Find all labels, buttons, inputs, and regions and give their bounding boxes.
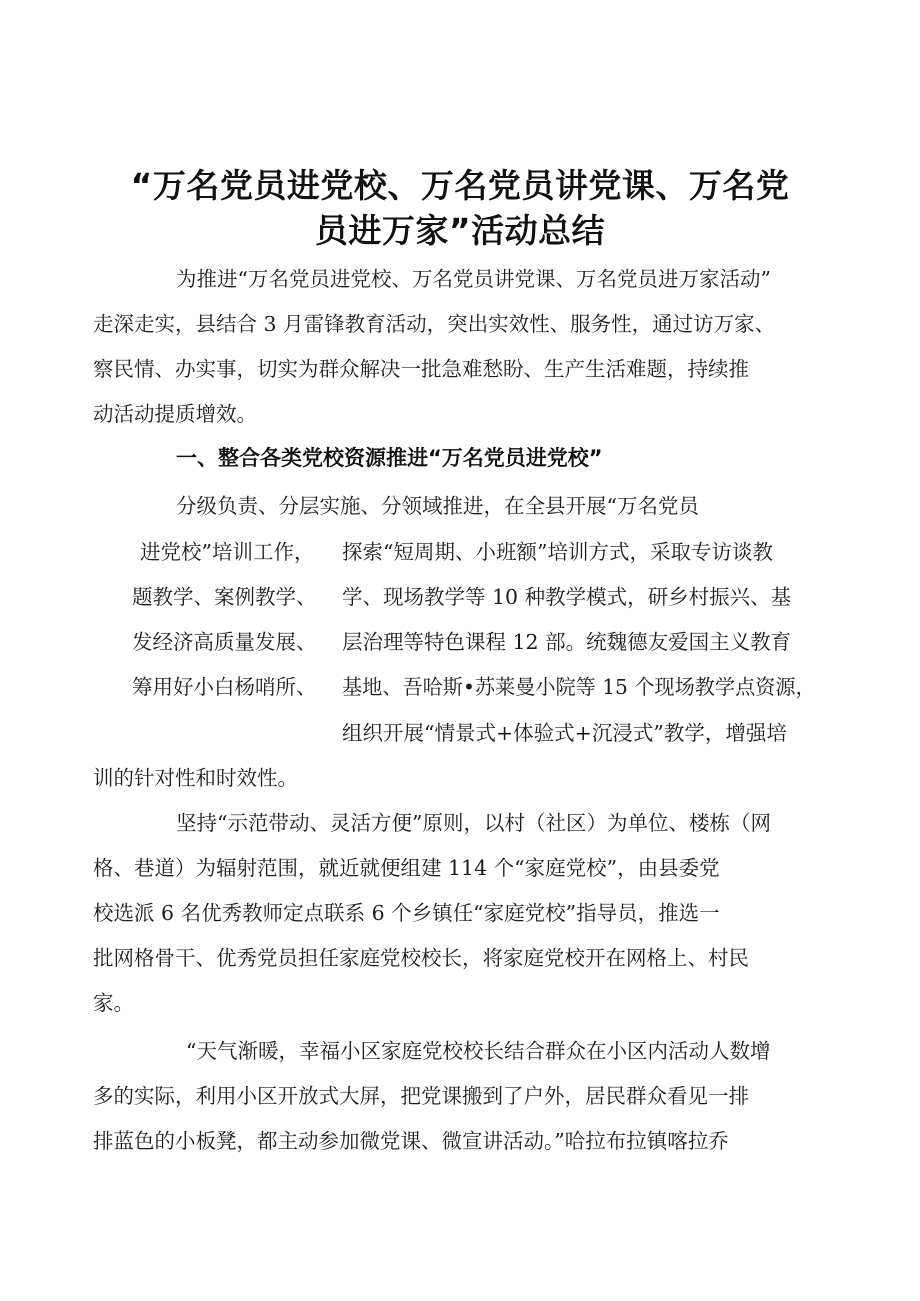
document-title-line-2: 员进万家”活动总结 (314, 211, 606, 250)
paragraph-4-line: “天气渐暖，幸福小区家庭党校校长结合群众在小区内活动人数增 (186, 1039, 771, 1063)
paragraph-2-line: 训的针对性和时效性。 (93, 766, 298, 790)
document-title-line-1: “万名党员进党校、万名党员讲党课、万名党 (130, 166, 790, 205)
paragraph-3-line: 格、巷道）为辐射范围，就近就便组建 114 个“家庭党校”，由县委党 (93, 856, 720, 880)
section-heading-1: 一、整合各类党校资源推进“万名党员进党校” (176, 446, 603, 470)
paragraph-2-right-line: 组织开展“情景式+体验式+沉浸式”教学，增强培 (342, 721, 787, 745)
paragraph-4-line: 多的实际，利用小区开放式大屏，把党课搬到了户外，居民群众看见一排 (93, 1084, 749, 1108)
paragraph-2-left-fragment: 进党校”培训工作， (140, 540, 315, 564)
paragraph-2-right-line: 基地、吾哈斯•苏莱曼小院等 15 个现场教学点资源， (342, 675, 816, 699)
paragraph-2-left-fragment: 筹用好小白杨哨所、 (132, 675, 317, 699)
paragraph-2-right-line: 层治理等特色课程 12 部。统魏德友爱国主义教育 (342, 630, 792, 654)
paragraph-2-right-line: 探索“短周期、小班额”培训方式，采取专访谈教 (342, 540, 773, 564)
paragraph-3-line: 批网格骨干、优秀党员担任家庭党校校长，将家庭党校开在网格上、村民 (93, 946, 749, 970)
paragraph-1-line: 动活动提质增效。 (93, 402, 257, 426)
paragraph-1-line: 走深走实，县结合 3 月雷锋教育活动，突出实效性、服务性，通过访万家、 (93, 312, 776, 336)
paragraph-2-left-fragment: 题教学、案例教学、 (132, 585, 317, 609)
paragraph-4-line: 排蓝色的小板凳，都主动参加微党课、微宣讲活动。”哈拉布拉镇喀拉乔 (93, 1129, 729, 1153)
paragraph-2-right-line: 学、现场教学等 10 种教学模式，研乡村振兴、基 (342, 585, 792, 609)
paragraph-2-line: 分级负责、分层实施、分领域推进，在全县开展“万名党员 (176, 494, 699, 518)
paragraph-1-line: 为推进“万名党员进党校、万名党员讲党课、万名党员进万家活动” (176, 267, 771, 291)
paragraph-3-line: 家。 (93, 991, 134, 1015)
paragraph-3-line: 校选派 6 名优秀教师定点联系 6 个乡镇任“家庭党校”指导员，推选一 (93, 901, 720, 925)
paragraph-1-line: 察民情、办实事，切实为群众解决一批急难愁盼、生产生活难题，持续推 (93, 357, 749, 381)
paragraph-3-line: 坚持“示范带动、灵活方便”原则，以村（社区）为单位、楼栋（网 (176, 811, 771, 835)
paragraph-2-left-fragment: 发经济高质量发展、 (132, 630, 317, 654)
